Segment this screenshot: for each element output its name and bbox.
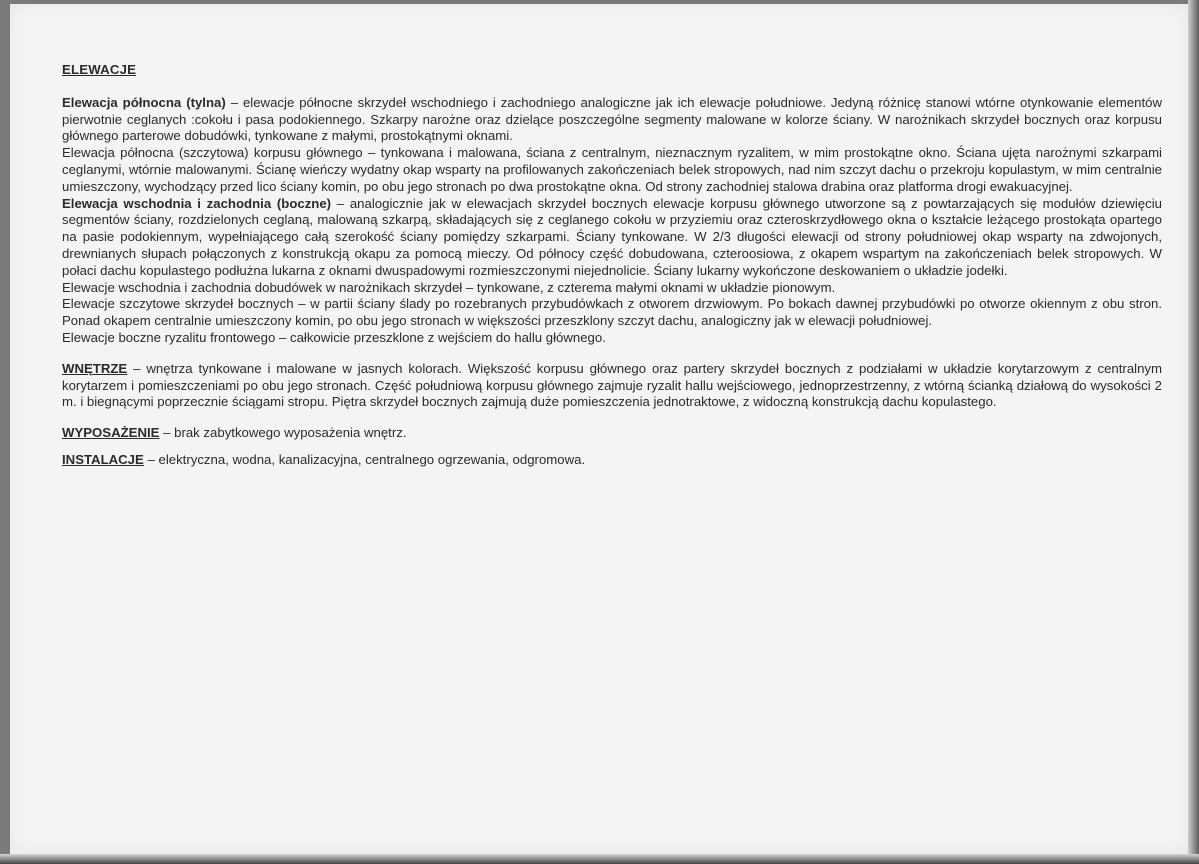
scan-edge-right <box>1188 0 1199 864</box>
document-body <box>62 62 1162 469</box>
text-elewacja-polnocna: – elewacje północne skrzydeł wschodniego i zachodniego analogiczne jak ich elewacje południowe. Jedyną różnicę stanowi wtórne otynkowanie elementów pierwotnie ceglanych :cokołu i pasa podokiennego. Szkarpy narożne oraz dzielące poszczególne segmenty malowane w kolorze ściany. W narożnikach skrzydeł bocznych oraz korpusu głównego parterowe dobudówki, tynkowane z małymi, prostokątnymi oknami. <box>62 94 1163 144</box>
text-elewacja-wschodnia-zachodnia: – analogicznie jak w elewacjach skrzydeł bocznych elewacje korpusu głównego utworzone są z powtarzających się modułów dziewięciu segmentów ściany, rozdzielonych ceglaną, malowaną szkarpą, składających się z ceglanego cokołu w przyziemiu oraz czteroskrzydłowego okna o kształcie leżącego prostokąta opartego na pasie podokiennym, wypełniającego całą szerokość ściany pomiędzy szkarpami. Ściany tynkowane. W 2/3 długości elewacji od strony południowej okap wsparty na zdwojonych, drewnianych słupach połączonych z konstrukcją okapu za pomocą mieczy. Od północy część dobudowana, czteroosiowa, z okapem wspartym na zakończeniach belek stropowych. W połaci dachu kopulastego podłużna lukarna z oknami dwuspadowymi rozmieszczonymi niejednolicie. Ściany lukarny wykończone deskowaniem o układzie jodełki. <box>62 195 1162 278</box>
paragraph-wyposazenie <box>62 425 1162 442</box>
text-instalacje: – elektryczna, wodna, kanalizacyjna, centralnego ogrzewania, odgromowa. <box>143 451 586 467</box>
heading-wyposazenie: WYPOSAŻENIE <box>62 425 160 441</box>
paragraph-instalacje <box>62 452 1162 469</box>
spacer <box>62 347 1162 361</box>
label-elewacja-polnocna: Elewacja północna (tylna) <box>62 94 226 110</box>
paragraph-elewacje-dobudowek: Elewacje wschodnia i zachodnia dobudówek w narożnikach skrzydeł – tynkowane, z czterema małymi oknami w układzie pionowym. <box>62 279 836 295</box>
heading-instalacje: INSTALACJE <box>62 451 144 467</box>
heading-wnetrze: WNĘTRZE <box>62 360 128 376</box>
label-elewacja-wschodnia-zachodnia: Elewacja wschodnia i zachodnia (boczne) <box>62 195 332 211</box>
paragraph-elewacja-wschodnia-zachodnia <box>62 196 1162 280</box>
spacer <box>62 411 1162 425</box>
paragraph-elewacja-polnocna-szczytowa: Elewacja północna (szczytowa) korpusu głównego – tynkowana i malowana, ściana z centralnym, nieznacznym ryzalitem, w mim prostokątne okno. Ściana ujęta narożnymi szkarpami ceglanymi, wtórnie malowanymi. Ścianę wieńczy wydatny okap wsparty na profilowanych zakończeniach belek stropowych, nad nim szczyt dachu o przekroju kopulastym, w mim centralnie umieszczony, wychodzący przed lico ściany komin, po obu jego stronach po dwa prostokątne okna. Od strony zachodniej stalowa drabina oraz platforma drogi ewakuacyjnej. <box>62 145 1162 194</box>
spacer <box>62 442 1162 452</box>
paragraph-wnetrze <box>62 361 1162 411</box>
section-heading-elewacje: ELEWACJE <box>62 62 137 77</box>
paragraph-elewacja-polnocna <box>62 95 1162 145</box>
text-wnetrze: – wnętrza tynkowane i malowane w jasnych kolorach. Większość korpusu głównego oraz partery skrzydeł bocznych z podziałami w układzie korytarzowym z centralnym korytarzem i pomieszczeniami po obu jego stronach. Część południową korpusu głównego zajmuje ryzalit hallu wejściowego, jednoprzestrzenny, z wtórną ścianką działową do wysokości 2 m. i biegnącymi poprzecznie ściągami stropu. Piętra skrzydeł bocznych zajmują duże pomieszczenia jednotraktowe, z widoczną konstrukcją dachu kopulastego. <box>62 360 1162 410</box>
scan-edge-bottom <box>0 854 1199 864</box>
text-wyposazenie: – brak zabytkowego wyposażenia wnętrz. <box>159 425 407 441</box>
paragraph-elewacje-ryzalitu: Elewacje boczne ryzalitu frontowego – całkowicie przeszklone z wejściem do hallu głównego. <box>62 329 606 345</box>
paragraph-elewacje-szczytowe: Elewacje szczytowe skrzydeł bocznych – w partii ściany ślady po rozebranych przybudówkach z otworem drzwiowym. Po bokach dawnej przybudówki po otworze okiennym z obu stron. Ponad okapem centralnie umieszczony komin, po obu jego stronach w większości przeszklony szczyt dachu, analogiczny jak w elewacji południowej. <box>62 296 1162 329</box>
